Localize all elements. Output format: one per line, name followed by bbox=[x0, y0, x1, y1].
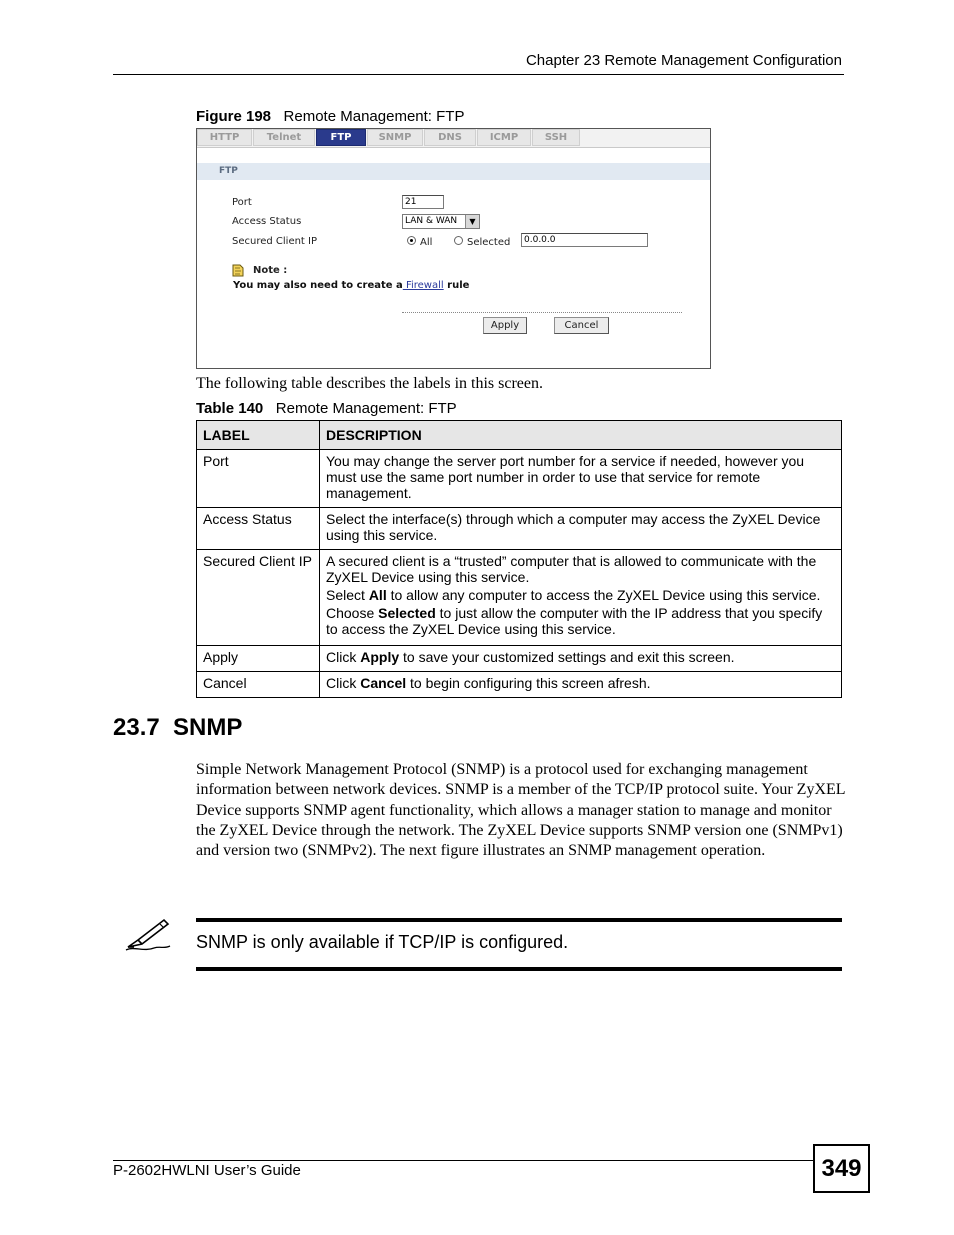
chapter-header: Chapter 23 Remote Management Configuration bbox=[525, 52, 842, 69]
desc-text: to just allow the computer with the IP address that you specify to access the ZyXEL Device using this service. bbox=[326, 605, 823, 637]
radio-selected[interactable] bbox=[454, 236, 463, 245]
tab-icmp[interactable]: ICMP bbox=[477, 129, 531, 146]
row-description bbox=[320, 550, 842, 646]
secured-client-ip-label: Secured Client IP bbox=[232, 236, 318, 247]
table-row bbox=[197, 508, 842, 550]
desc-text: Click bbox=[326, 675, 361, 691]
desc-text: Choose bbox=[326, 605, 379, 621]
tab-bar bbox=[197, 129, 710, 148]
desc-text: Select bbox=[326, 587, 369, 603]
footer-guide-title: P-2602HWLNI User’s Guide bbox=[113, 1162, 301, 1179]
radio-all[interactable] bbox=[407, 236, 416, 245]
row-description bbox=[320, 646, 842, 672]
tab-snmp[interactable]: SNMP bbox=[367, 129, 423, 146]
header-rule bbox=[113, 74, 844, 75]
port-input[interactable]: 21 bbox=[402, 195, 444, 209]
figure-caption bbox=[196, 108, 464, 125]
chevron-down-icon: ▼ bbox=[465, 215, 479, 228]
section-heading: 23.7 SNMP bbox=[113, 714, 243, 741]
figure-title: Remote Management: FTP bbox=[283, 108, 465, 125]
desc-paragraph bbox=[326, 605, 835, 637]
row-label: Cancel bbox=[197, 672, 320, 698]
radio-selected-label: Selected bbox=[467, 237, 511, 248]
row-description bbox=[320, 672, 842, 698]
row-label: Secured Client IP bbox=[197, 550, 320, 646]
section-bar bbox=[197, 163, 710, 180]
note-text-after: rule bbox=[443, 280, 470, 291]
row-label: Port bbox=[197, 450, 320, 508]
tab-dns[interactable]: DNS bbox=[424, 129, 476, 146]
row-description: You may change the server port number for a service if needed, however you must use the same port number in order to use that service for remote management. bbox=[320, 450, 842, 508]
port-label: Port bbox=[232, 197, 252, 208]
desc-text: to allow any computer to access the ZyXEL Device using this service. bbox=[386, 587, 821, 603]
table-row bbox=[197, 550, 842, 646]
table-header-row bbox=[197, 421, 842, 450]
pen-note-icon bbox=[124, 916, 174, 952]
ftp-config-screen bbox=[196, 128, 711, 369]
row-label: Apply bbox=[197, 646, 320, 672]
dotted-divider bbox=[402, 312, 682, 313]
desc-bold: All bbox=[368, 587, 387, 603]
table-row bbox=[197, 646, 842, 672]
note-text-before: You may also need to create a bbox=[233, 280, 403, 291]
table-caption bbox=[196, 400, 457, 417]
note-text bbox=[233, 280, 469, 291]
header-label: LABEL bbox=[197, 421, 320, 450]
table-row bbox=[197, 450, 842, 508]
row-label: Access Status bbox=[197, 508, 320, 550]
tab-telnet[interactable]: Telnet bbox=[253, 129, 315, 146]
table-title: Remote Management: FTP bbox=[275, 400, 457, 417]
note-icon bbox=[232, 264, 244, 277]
desc-text: Click bbox=[326, 649, 361, 665]
page-number: 349 bbox=[813, 1144, 870, 1193]
access-status-select[interactable] bbox=[402, 214, 480, 229]
desc-bold: Selected bbox=[378, 605, 436, 621]
header-description: DESCRIPTION bbox=[320, 421, 842, 450]
tab-ftp[interactable]: FTP bbox=[316, 129, 366, 146]
desc-bold: Apply bbox=[360, 649, 400, 665]
note-rule-top bbox=[196, 918, 842, 922]
note-text-body: SNMP is only available if TCP/IP is configured. bbox=[196, 932, 569, 952]
client-ip-input[interactable]: 0.0.0.0 bbox=[521, 233, 648, 247]
note-rule-bottom bbox=[196, 967, 842, 971]
tab-http[interactable]: HTTP bbox=[197, 129, 252, 146]
desc-bold: Cancel bbox=[360, 675, 407, 691]
desc-text: to begin configuring this screen afresh. bbox=[406, 675, 651, 691]
desc-text: to save your customized settings and exit this screen. bbox=[399, 649, 735, 665]
table-row bbox=[197, 672, 842, 698]
desc-paragraph bbox=[326, 587, 835, 603]
section-title: FTP bbox=[219, 166, 238, 176]
figure-label: Figure 198 bbox=[196, 108, 272, 125]
description-table bbox=[196, 420, 842, 698]
desc-paragraph: A secured client is a “trusted” computer that is allowed to communicate with the ZyXEL Device using this service. bbox=[326, 553, 817, 585]
note-title: Note : bbox=[253, 265, 288, 276]
firewall-link[interactable]: Firewall bbox=[402, 280, 444, 291]
tab-ssh[interactable]: SSH bbox=[532, 129, 580, 146]
intro-text: The following table describes the labels in this screen. bbox=[196, 375, 544, 392]
cancel-button[interactable]: Cancel bbox=[554, 317, 609, 334]
apply-button[interactable]: Apply bbox=[483, 317, 527, 334]
radio-all-label: All bbox=[420, 237, 433, 248]
table-label: Table 140 bbox=[196, 400, 264, 417]
row-description: Select the interface(s) through which a computer may access the ZyXEL Device using this service. bbox=[320, 508, 842, 550]
access-status-value: LAN & WAN bbox=[405, 216, 458, 226]
access-status-label: Access Status bbox=[232, 216, 302, 227]
snmp-paragraph: Simple Network Management Protocol (SNMP) is a protocol used for exchanging management information between network devices. SNMP is a member of the TCP/IP protocol suite. Your ZyXEL Device supports SNMP agent functionality, which allows a manager station to manage and monitor the ZyXEL Device through the network. The ZyXEL Device supports SNMP version one (SNMPv1) and version two (SNMPv2). The next figure illustrates an SNMP management operation. bbox=[196, 761, 845, 860]
footer-rule bbox=[113, 1160, 813, 1161]
